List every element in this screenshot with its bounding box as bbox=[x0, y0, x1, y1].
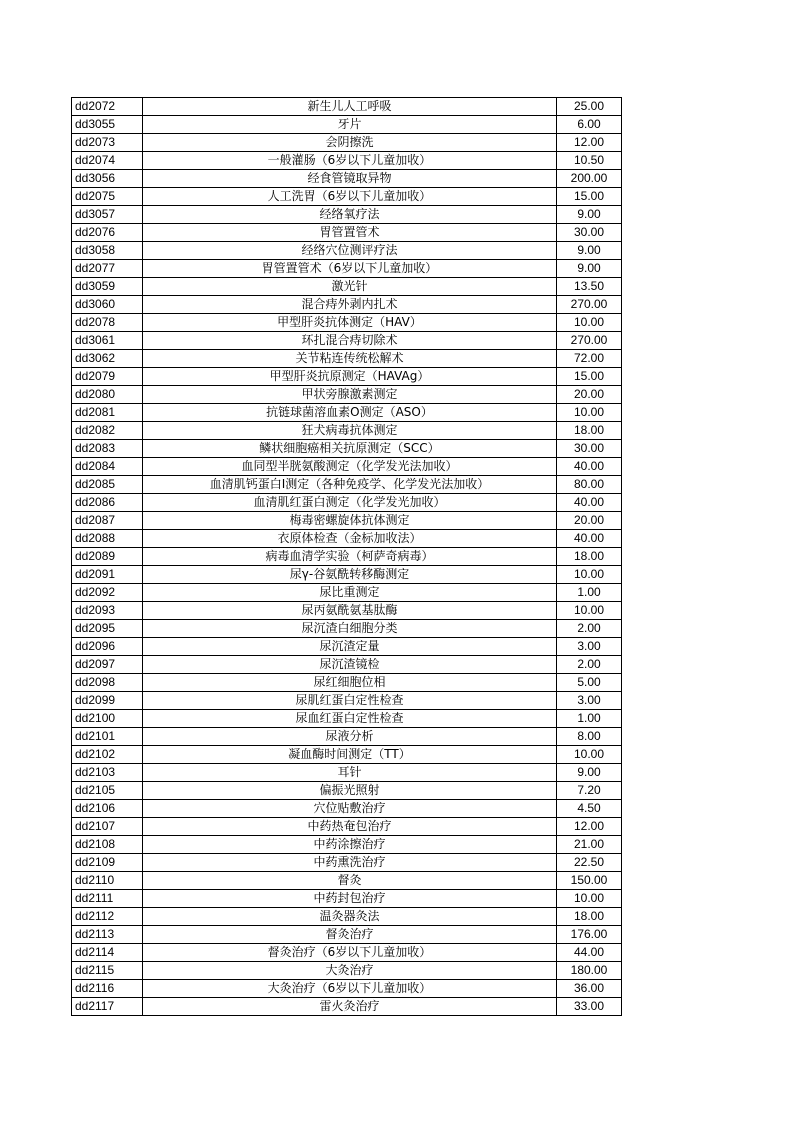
item-price-cell: 72.00 bbox=[557, 350, 622, 368]
item-code-cell: dd2086 bbox=[72, 494, 143, 512]
item-price-cell: 3.00 bbox=[557, 638, 622, 656]
item-code-cell: dd3062 bbox=[72, 350, 143, 368]
table-row bbox=[72, 530, 622, 548]
item-name-cell: 穴位贴敷治疗 bbox=[143, 800, 557, 818]
table-row bbox=[72, 944, 622, 962]
item-code-cell: dd2107 bbox=[72, 818, 143, 836]
table-row bbox=[72, 386, 622, 404]
item-name-cell: 胃管置管术（6岁以下儿童加收） bbox=[143, 260, 557, 278]
table-row bbox=[72, 908, 622, 926]
item-code-cell: dd3057 bbox=[72, 206, 143, 224]
item-name-cell: 胃管置管术 bbox=[143, 224, 557, 242]
item-name-cell: 一般灌肠（6岁以下儿童加收） bbox=[143, 152, 557, 170]
item-price-cell: 200.00 bbox=[557, 170, 622, 188]
item-code-cell: dd2111 bbox=[72, 890, 143, 908]
item-price-cell: 22.50 bbox=[557, 854, 622, 872]
item-name-cell: 温灸器灸法 bbox=[143, 908, 557, 926]
item-price-cell: 40.00 bbox=[557, 530, 622, 548]
item-code-cell: dd2113 bbox=[72, 926, 143, 944]
item-price-cell: 15.00 bbox=[557, 368, 622, 386]
table-row bbox=[72, 818, 622, 836]
item-price-cell: 15.00 bbox=[557, 188, 622, 206]
table-row bbox=[72, 278, 622, 296]
table-row bbox=[72, 458, 622, 476]
item-price-cell: 13.50 bbox=[557, 278, 622, 296]
table-row bbox=[72, 836, 622, 854]
item-code-cell: dd2112 bbox=[72, 908, 143, 926]
table-row bbox=[72, 350, 622, 368]
item-code-cell: dd2085 bbox=[72, 476, 143, 494]
table-row bbox=[72, 494, 622, 512]
item-code-cell: dd2081 bbox=[72, 404, 143, 422]
table-row bbox=[72, 980, 622, 998]
item-code-cell: dd2075 bbox=[72, 188, 143, 206]
item-price-cell: 2.00 bbox=[557, 656, 622, 674]
item-code-cell: dd2103 bbox=[72, 764, 143, 782]
table-row bbox=[72, 638, 622, 656]
table-row bbox=[72, 800, 622, 818]
table-row bbox=[72, 116, 622, 134]
table-row bbox=[72, 314, 622, 332]
item-price-cell: 1.00 bbox=[557, 710, 622, 728]
item-name-cell: 尿γ-谷氨酰转移酶测定 bbox=[143, 566, 557, 584]
item-name-cell: 中药涂擦治疗 bbox=[143, 836, 557, 854]
table-row bbox=[72, 404, 622, 422]
item-code-cell: dd2099 bbox=[72, 692, 143, 710]
item-code-cell: dd2114 bbox=[72, 944, 143, 962]
item-code-cell: dd2098 bbox=[72, 674, 143, 692]
item-name-cell: 关节粘连传统松解术 bbox=[143, 350, 557, 368]
table-row bbox=[72, 188, 622, 206]
item-name-cell: 激光针 bbox=[143, 278, 557, 296]
table-row bbox=[72, 476, 622, 494]
item-name-cell: 抗链球菌溶血素O测定（ASO） bbox=[143, 404, 557, 422]
item-code-cell: dd2087 bbox=[72, 512, 143, 530]
item-price-cell: 18.00 bbox=[557, 548, 622, 566]
item-name-cell: 耳针 bbox=[143, 764, 557, 782]
item-price-cell: 18.00 bbox=[557, 422, 622, 440]
table-row bbox=[72, 656, 622, 674]
item-price-cell: 20.00 bbox=[557, 512, 622, 530]
item-code-cell: dd2079 bbox=[72, 368, 143, 386]
item-name-cell: 衣原体检查（金标加收法） bbox=[143, 530, 557, 548]
item-name-cell: 经食管镜取异物 bbox=[143, 170, 557, 188]
item-code-cell: dd2108 bbox=[72, 836, 143, 854]
table-row bbox=[72, 548, 622, 566]
item-code-cell: dd2084 bbox=[72, 458, 143, 476]
item-code-cell: dd2082 bbox=[72, 422, 143, 440]
item-price-cell: 25.00 bbox=[557, 98, 622, 116]
item-price-cell: 5.00 bbox=[557, 674, 622, 692]
item-name-cell: 尿丙氨酰氨基肽酶 bbox=[143, 602, 557, 620]
item-code-cell: dd2110 bbox=[72, 872, 143, 890]
table-row bbox=[72, 764, 622, 782]
item-code-cell: dd2073 bbox=[72, 134, 143, 152]
item-price-cell: 180.00 bbox=[557, 962, 622, 980]
item-code-cell: dd2105 bbox=[72, 782, 143, 800]
item-name-cell: 偏振光照射 bbox=[143, 782, 557, 800]
item-price-cell: 30.00 bbox=[557, 224, 622, 242]
item-price-cell: 80.00 bbox=[557, 476, 622, 494]
item-code-cell: dd2115 bbox=[72, 962, 143, 980]
item-name-cell: 尿液分析 bbox=[143, 728, 557, 746]
item-name-cell: 甲状旁腺激素测定 bbox=[143, 386, 557, 404]
item-name-cell: 中药热奄包治疗 bbox=[143, 818, 557, 836]
item-name-cell: 尿沉渣白细胞分类 bbox=[143, 620, 557, 638]
item-price-cell: 33.00 bbox=[557, 998, 622, 1016]
item-name-cell: 大灸治疗（6岁以下儿童加收） bbox=[143, 980, 557, 998]
item-name-cell: 尿沉渣定量 bbox=[143, 638, 557, 656]
item-price-cell: 12.00 bbox=[557, 818, 622, 836]
item-price-cell: 270.00 bbox=[557, 296, 622, 314]
item-code-cell: dd3059 bbox=[72, 278, 143, 296]
item-code-cell: dd2092 bbox=[72, 584, 143, 602]
item-name-cell: 新生儿人工呼吸 bbox=[143, 98, 557, 116]
item-code-cell: dd2076 bbox=[72, 224, 143, 242]
table-row bbox=[72, 692, 622, 710]
item-name-cell: 血清肌红蛋白测定（化学发光加收） bbox=[143, 494, 557, 512]
table-row bbox=[72, 602, 622, 620]
item-code-cell: dd2106 bbox=[72, 800, 143, 818]
table-row bbox=[72, 422, 622, 440]
item-price-cell: 7.20 bbox=[557, 782, 622, 800]
item-code-cell: dd2093 bbox=[72, 602, 143, 620]
item-price-cell: 40.00 bbox=[557, 458, 622, 476]
table-row bbox=[72, 872, 622, 890]
item-price-cell: 9.00 bbox=[557, 206, 622, 224]
table-row bbox=[72, 926, 622, 944]
item-price-cell: 6.00 bbox=[557, 116, 622, 134]
item-code-cell: dd2080 bbox=[72, 386, 143, 404]
table-row bbox=[72, 710, 622, 728]
item-code-cell: dd2096 bbox=[72, 638, 143, 656]
table-row bbox=[72, 782, 622, 800]
item-name-cell: 狂犬病毒抗体测定 bbox=[143, 422, 557, 440]
item-price-cell: 40.00 bbox=[557, 494, 622, 512]
table-row bbox=[72, 98, 622, 116]
item-code-cell: dd3061 bbox=[72, 332, 143, 350]
price-table-body bbox=[72, 98, 622, 1016]
item-code-cell: dd2116 bbox=[72, 980, 143, 998]
item-price-cell: 10.00 bbox=[557, 890, 622, 908]
item-name-cell: 大灸治疗 bbox=[143, 962, 557, 980]
item-name-cell: 经络氧疗法 bbox=[143, 206, 557, 224]
item-code-cell: dd2078 bbox=[72, 314, 143, 332]
table-row bbox=[72, 728, 622, 746]
item-code-cell: dd2074 bbox=[72, 152, 143, 170]
item-price-cell: 9.00 bbox=[557, 764, 622, 782]
table-row bbox=[72, 890, 622, 908]
item-name-cell: 督灸治疗（6岁以下儿童加收） bbox=[143, 944, 557, 962]
table-row bbox=[72, 746, 622, 764]
table-row bbox=[72, 242, 622, 260]
table-row bbox=[72, 170, 622, 188]
price-table bbox=[71, 97, 622, 1016]
table-row bbox=[72, 224, 622, 242]
table-row bbox=[72, 512, 622, 530]
item-price-cell: 4.50 bbox=[557, 800, 622, 818]
item-price-cell: 176.00 bbox=[557, 926, 622, 944]
item-name-cell: 尿肌红蛋白定性检查 bbox=[143, 692, 557, 710]
table-row bbox=[72, 998, 622, 1016]
item-price-cell: 36.00 bbox=[557, 980, 622, 998]
table-row bbox=[72, 260, 622, 278]
item-price-cell: 10.00 bbox=[557, 404, 622, 422]
item-price-cell: 10.00 bbox=[557, 314, 622, 332]
item-name-cell: 混合痔外剥内扎术 bbox=[143, 296, 557, 314]
item-name-cell: 凝血酶时间测定（TT） bbox=[143, 746, 557, 764]
table-row bbox=[72, 440, 622, 458]
item-name-cell: 尿沉渣镜检 bbox=[143, 656, 557, 674]
item-code-cell: dd2095 bbox=[72, 620, 143, 638]
item-code-cell: dd2083 bbox=[72, 440, 143, 458]
table-row bbox=[72, 368, 622, 386]
item-price-cell: 1.00 bbox=[557, 584, 622, 602]
item-code-cell: dd3060 bbox=[72, 296, 143, 314]
item-name-cell: 会阴擦洗 bbox=[143, 134, 557, 152]
item-name-cell: 尿比重测定 bbox=[143, 584, 557, 602]
item-name-cell: 梅毒密螺旋体抗体测定 bbox=[143, 512, 557, 530]
item-price-cell: 10.00 bbox=[557, 566, 622, 584]
item-code-cell: dd3056 bbox=[72, 170, 143, 188]
item-code-cell: dd2102 bbox=[72, 746, 143, 764]
table-row bbox=[72, 854, 622, 872]
item-price-cell: 2.00 bbox=[557, 620, 622, 638]
item-name-cell: 血同型半胱氨酸测定（化学发光法加收） bbox=[143, 458, 557, 476]
item-code-cell: dd2091 bbox=[72, 566, 143, 584]
item-price-cell: 9.00 bbox=[557, 260, 622, 278]
item-name-cell: 牙片 bbox=[143, 116, 557, 134]
item-price-cell: 270.00 bbox=[557, 332, 622, 350]
item-name-cell: 经络穴位测评疗法 bbox=[143, 242, 557, 260]
item-name-cell: 病毒血清学实验（柯萨奇病毒） bbox=[143, 548, 557, 566]
item-price-cell: 10.00 bbox=[557, 746, 622, 764]
item-name-cell: 中药封包治疗 bbox=[143, 890, 557, 908]
item-price-cell: 30.00 bbox=[557, 440, 622, 458]
table-row bbox=[72, 566, 622, 584]
item-price-cell: 3.00 bbox=[557, 692, 622, 710]
table-row bbox=[72, 296, 622, 314]
item-name-cell: 环扎混合痔切除术 bbox=[143, 332, 557, 350]
item-price-cell: 12.00 bbox=[557, 134, 622, 152]
item-price-cell: 21.00 bbox=[557, 836, 622, 854]
table-row bbox=[72, 962, 622, 980]
item-price-cell: 18.00 bbox=[557, 908, 622, 926]
item-price-cell: 10.00 bbox=[557, 602, 622, 620]
item-code-cell: dd2101 bbox=[72, 728, 143, 746]
table-row bbox=[72, 152, 622, 170]
item-code-cell: dd2097 bbox=[72, 656, 143, 674]
item-code-cell: dd2088 bbox=[72, 530, 143, 548]
item-price-cell: 9.00 bbox=[557, 242, 622, 260]
item-name-cell: 中药熏洗治疗 bbox=[143, 854, 557, 872]
item-price-cell: 8.00 bbox=[557, 728, 622, 746]
item-price-cell: 10.50 bbox=[557, 152, 622, 170]
item-name-cell: 甲型肝炎抗体测定（HAV） bbox=[143, 314, 557, 332]
table-row bbox=[72, 674, 622, 692]
item-price-cell: 44.00 bbox=[557, 944, 622, 962]
table-row bbox=[72, 206, 622, 224]
item-code-cell: dd3058 bbox=[72, 242, 143, 260]
item-name-cell: 血清肌钙蛋白I测定（各种免疫学、化学发光法加收） bbox=[143, 476, 557, 494]
item-code-cell: dd2077 bbox=[72, 260, 143, 278]
item-name-cell: 尿红细胞位相 bbox=[143, 674, 557, 692]
item-code-cell: dd3055 bbox=[72, 116, 143, 134]
item-name-cell: 人工洗胃（6岁以下儿童加收） bbox=[143, 188, 557, 206]
item-name-cell: 雷火灸治疗 bbox=[143, 998, 557, 1016]
item-code-cell: dd2117 bbox=[72, 998, 143, 1016]
item-code-cell: dd2072 bbox=[72, 98, 143, 116]
item-code-cell: dd2089 bbox=[72, 548, 143, 566]
item-name-cell: 甲型肝炎抗原测定（HAVAg） bbox=[143, 368, 557, 386]
item-code-cell: dd2109 bbox=[72, 854, 143, 872]
item-price-cell: 150.00 bbox=[557, 872, 622, 890]
item-name-cell: 督灸 bbox=[143, 872, 557, 890]
item-name-cell: 鳞状细胞癌相关抗原测定（SCC） bbox=[143, 440, 557, 458]
item-code-cell: dd2100 bbox=[72, 710, 143, 728]
table-row bbox=[72, 584, 622, 602]
table-row bbox=[72, 134, 622, 152]
item-name-cell: 尿血红蛋白定性检查 bbox=[143, 710, 557, 728]
item-name-cell: 督灸治疗 bbox=[143, 926, 557, 944]
item-price-cell: 20.00 bbox=[557, 386, 622, 404]
table-row bbox=[72, 620, 622, 638]
table-row bbox=[72, 332, 622, 350]
